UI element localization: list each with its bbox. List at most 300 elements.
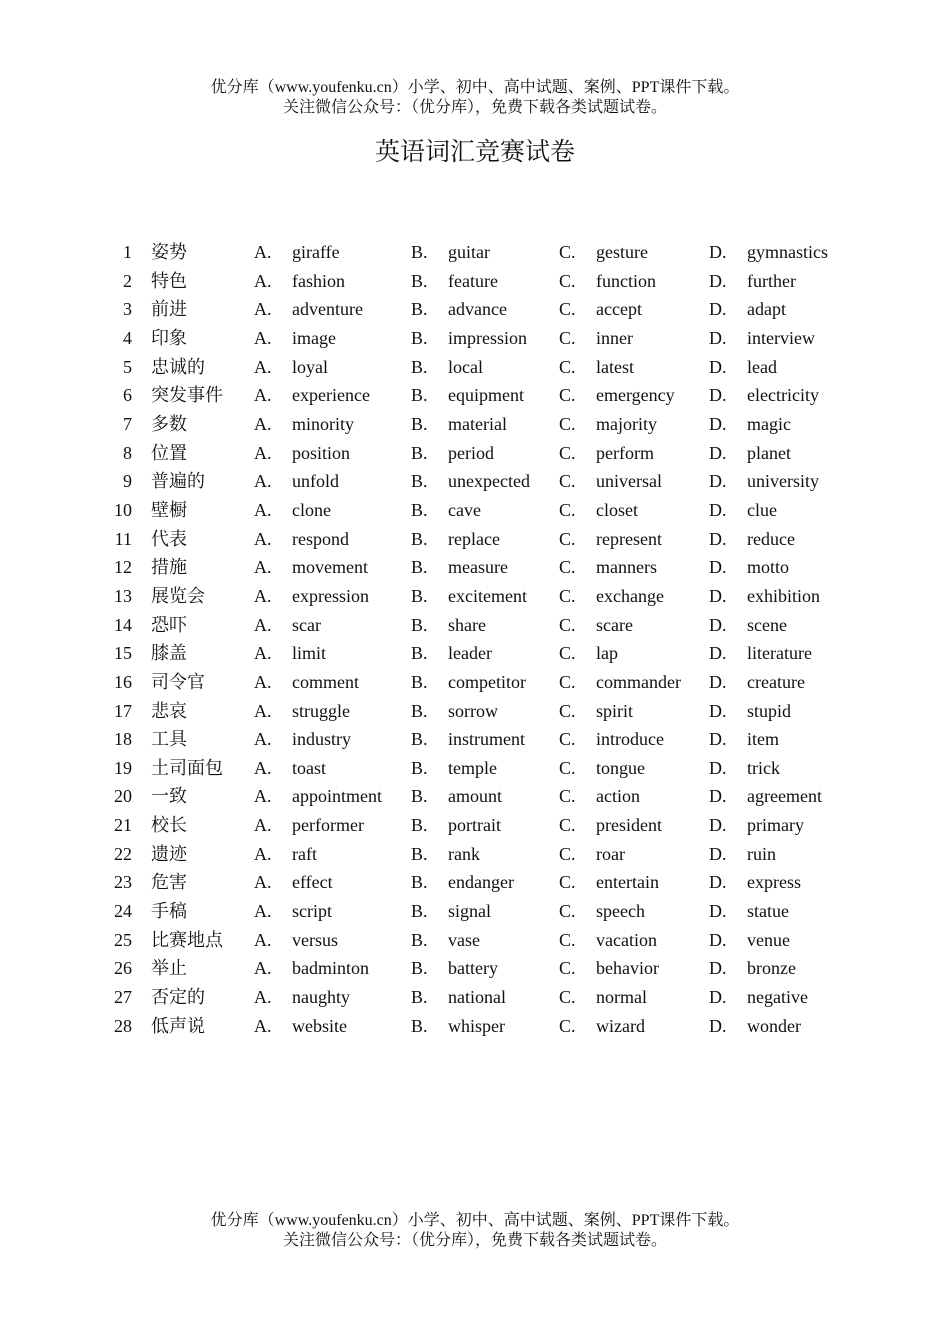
question-row (0, 295, 950, 324)
option-letter-b: B. (411, 242, 428, 262)
option-letter-c: C. (559, 929, 576, 950)
option-letter-c: C. (559, 815, 576, 836)
option-word-c: tongue (596, 757, 645, 778)
option-letter-a: A. (254, 385, 272, 406)
option-letter-a: A. (254, 471, 272, 492)
option-word-c: represent (596, 528, 662, 549)
question-number: 25 (114, 929, 132, 950)
option-letter-d: D. (709, 729, 727, 750)
option-word-b: sorrow (448, 700, 498, 721)
question-list (0, 238, 950, 1040)
option-word-c: gesture (596, 242, 648, 262)
footer-line-2: 关注微信公众号：（优分库），免费下载各类试题试卷。 (282, 1232, 667, 1249)
option-letter-d: D. (709, 671, 727, 692)
option-word-c: inner (596, 327, 633, 348)
option-word-c: action (596, 786, 640, 807)
option-word-a: script (292, 901, 332, 922)
header-line-1: 优分库（www.youfenku.cn）小学、初中、高中试题、案例、PPT课件下载。 (210, 79, 740, 96)
question-number: 3 (123, 299, 132, 320)
option-letter-d: D. (709, 987, 727, 1008)
option-letter-b: B. (411, 1015, 428, 1036)
option-word-a: scar (292, 614, 321, 635)
option-letter-c: C. (559, 843, 576, 864)
question-number: 20 (114, 786, 132, 807)
option-letter-c: C. (559, 987, 576, 1008)
question-chinese-word: 比赛地点 (151, 929, 223, 950)
option-letter-b: B. (411, 585, 428, 606)
option-word-b: instrument (448, 729, 525, 750)
option-letter-c: C. (559, 299, 576, 320)
question-chinese-word: 否定的 (151, 987, 205, 1008)
question-number: 1 (123, 242, 132, 262)
question-number: 23 (114, 872, 132, 893)
question-number: 18 (114, 729, 132, 750)
option-letter-a: A. (254, 356, 272, 377)
option-word-d: agreement (747, 786, 822, 807)
question-row (0, 725, 950, 754)
option-letter-b: B. (411, 987, 428, 1008)
option-letter-d: D. (709, 700, 727, 721)
option-word-d: wonder (747, 1015, 801, 1036)
option-letter-a: A. (254, 299, 272, 320)
option-word-d: reduce (747, 528, 795, 549)
option-word-a: clone (292, 499, 331, 520)
option-word-c: accept (596, 299, 642, 320)
option-word-d: ruin (747, 843, 776, 864)
option-word-a: industry (292, 729, 352, 750)
question-row (0, 868, 950, 897)
option-letter-b: B. (411, 270, 428, 291)
question-number: 24 (114, 901, 132, 922)
option-letter-c: C. (559, 958, 576, 979)
question-row (0, 697, 950, 726)
question-chinese-word: 展览会 (151, 585, 205, 606)
option-word-c: president (596, 815, 662, 836)
option-word-a: badminton (292, 958, 369, 979)
option-letter-b: B. (411, 471, 428, 492)
option-letter-a: A. (254, 585, 272, 606)
option-word-b: unexpected (448, 471, 530, 492)
question-number: 22 (114, 843, 132, 864)
option-word-a: giraffe (292, 242, 340, 262)
question-chinese-word: 姿势 (151, 242, 187, 262)
option-word-b: signal (448, 901, 491, 922)
option-word-c: latest (596, 356, 634, 377)
question-number: 28 (114, 1015, 132, 1036)
option-word-b: national (448, 987, 506, 1008)
option-letter-a: A. (254, 499, 272, 520)
option-letter-d: D. (709, 499, 727, 520)
option-word-b: cave (448, 499, 481, 520)
option-letter-d: D. (709, 1015, 727, 1036)
question-row (0, 582, 950, 611)
option-letter-c: C. (559, 356, 576, 377)
option-word-b: portrait (448, 815, 501, 836)
page-header (0, 78, 950, 118)
option-word-b: material (448, 413, 507, 434)
option-letter-a: A. (254, 929, 272, 950)
question-chinese-word: 代表 (151, 528, 187, 549)
question-number: 8 (123, 442, 132, 463)
option-word-a: struggle (292, 700, 350, 721)
option-letter-b: B. (411, 815, 428, 836)
option-letter-c: C. (559, 700, 576, 721)
option-letter-c: C. (559, 585, 576, 606)
option-word-b: feature (448, 270, 498, 291)
option-letter-d: D. (709, 270, 727, 291)
option-word-b: measure (448, 557, 508, 578)
option-word-b: battery (448, 958, 498, 979)
question-chinese-word: 普遍的 (151, 471, 205, 492)
option-letter-d: D. (709, 929, 727, 950)
question-row (0, 353, 950, 382)
question-row (0, 467, 950, 496)
option-letter-c: C. (559, 671, 576, 692)
option-letter-b: B. (411, 929, 428, 950)
option-word-a: raft (292, 843, 317, 864)
option-letter-c: C. (559, 757, 576, 778)
option-word-a: movement (292, 557, 368, 578)
option-word-d: interview (747, 327, 815, 348)
option-word-a: website (292, 1015, 347, 1036)
question-number: 15 (114, 643, 132, 664)
question-row (0, 324, 950, 353)
option-word-d: motto (747, 557, 790, 578)
option-word-b: whisper (448, 1015, 505, 1036)
option-word-c: function (596, 270, 656, 291)
question-number: 9 (123, 471, 132, 492)
option-word-d: stupid (747, 700, 792, 721)
question-chinese-word: 突发事件 (151, 385, 223, 406)
option-letter-c: C. (559, 242, 576, 262)
option-letter-a: A. (254, 413, 272, 434)
option-letter-c: C. (559, 729, 576, 750)
option-word-d: negative (747, 987, 808, 1008)
option-letter-c: C. (559, 270, 576, 291)
option-letter-b: B. (411, 729, 428, 750)
option-word-c: roar (596, 843, 625, 864)
option-word-b: replace (448, 528, 500, 549)
option-letter-b: B. (411, 356, 428, 377)
question-row (0, 553, 950, 582)
option-word-a: limit (292, 643, 327, 664)
option-word-b: competitor (448, 671, 526, 692)
option-letter-c: C. (559, 557, 576, 578)
option-letter-c: C. (559, 1015, 576, 1036)
option-word-d: magic (747, 413, 791, 434)
option-word-d: creature (747, 671, 805, 692)
option-word-d: item (747, 729, 779, 750)
option-letter-d: D. (709, 958, 727, 979)
option-word-c: scare (596, 614, 633, 635)
option-letter-b: B. (411, 413, 428, 434)
option-word-a: expression (292, 585, 369, 606)
option-letter-b: B. (411, 557, 428, 578)
option-letter-a: A. (254, 872, 272, 893)
option-letter-c: C. (559, 872, 576, 893)
option-word-a: position (292, 442, 351, 463)
option-letter-d: D. (709, 815, 727, 836)
option-letter-c: C. (559, 786, 576, 807)
option-letter-b: B. (411, 843, 428, 864)
option-word-c: closet (596, 499, 638, 520)
footer-line-1: 优分库（www.youfenku.cn）小学、初中、高中试题、案例、PPT课件下载。 (210, 1212, 740, 1229)
question-chinese-word: 悲哀 (151, 700, 187, 721)
header-line-2: 关注微信公众号：（优分库），免费下载各类试题试卷。 (282, 99, 667, 116)
option-word-b: local (448, 356, 483, 377)
question-chinese-word: 校长 (151, 815, 187, 836)
option-letter-a: A. (254, 729, 272, 750)
option-word-d: adapt (747, 299, 786, 320)
option-word-d: lead (747, 356, 777, 377)
option-word-d: primary (747, 815, 804, 836)
option-word-b: rank (448, 843, 480, 864)
option-word-c: entertain (596, 872, 659, 893)
option-letter-a: A. (254, 958, 272, 979)
option-word-d: university (747, 471, 819, 492)
option-word-c: spirit (596, 700, 634, 721)
question-number: 6 (123, 385, 132, 406)
page-footer (0, 1211, 950, 1251)
option-word-a: loyal (292, 356, 328, 377)
option-word-d: scene (747, 614, 787, 635)
option-word-d: statue (747, 901, 789, 922)
question-row (0, 1012, 950, 1041)
question-row (0, 954, 950, 983)
option-word-b: advance (448, 299, 507, 320)
option-letter-d: D. (709, 901, 727, 922)
option-letter-b: B. (411, 700, 428, 721)
question-chinese-word: 多数 (151, 413, 187, 434)
option-letter-a: A. (254, 671, 272, 692)
option-letter-b: B. (411, 528, 428, 549)
question-number: 10 (114, 499, 132, 520)
option-letter-b: B. (411, 299, 428, 320)
option-word-c: lap (596, 643, 618, 664)
question-row (0, 611, 950, 640)
question-number: 5 (123, 356, 132, 377)
option-word-a: versus (292, 929, 338, 950)
option-letter-c: C. (559, 385, 576, 406)
option-letter-b: B. (411, 757, 428, 778)
option-word-a: toast (292, 757, 326, 778)
option-letter-c: C. (559, 528, 576, 549)
option-word-c: universal (596, 471, 662, 492)
option-letter-b: B. (411, 958, 428, 979)
option-word-b: amount (448, 786, 502, 807)
option-word-a: effect (292, 872, 333, 893)
option-letter-b: B. (411, 643, 428, 664)
option-letter-c: C. (559, 471, 576, 492)
option-word-c: perform (596, 442, 654, 463)
question-number: 17 (114, 700, 132, 721)
option-word-c: speech (596, 901, 645, 922)
question-number: 7 (123, 413, 132, 434)
question-chinese-word: 土司面包 (151, 757, 223, 778)
option-letter-a: A. (254, 643, 272, 664)
option-letter-a: A. (254, 1015, 272, 1036)
option-word-d: venue (747, 929, 790, 950)
option-letter-d: D. (709, 786, 727, 807)
option-letter-b: B. (411, 671, 428, 692)
question-row (0, 840, 950, 869)
option-letter-d: D. (709, 843, 727, 864)
page-title: 英语词汇竞赛试卷 (374, 139, 575, 166)
option-letter-d: D. (709, 385, 727, 406)
option-word-c: vacation (596, 929, 657, 950)
option-word-b: excitement (448, 585, 527, 606)
option-word-a: experience (292, 385, 370, 406)
option-word-c: exchange (596, 585, 664, 606)
question-chinese-word: 低声说 (151, 1015, 205, 1036)
option-letter-b: B. (411, 499, 428, 520)
option-word-b: leader (448, 643, 492, 664)
option-word-d: gymnastics (747, 242, 828, 262)
option-word-d: bronze (747, 958, 796, 979)
question-row (0, 811, 950, 840)
question-chinese-word: 位置 (151, 442, 187, 463)
option-word-c: introduce (596, 729, 664, 750)
question-chinese-word: 司令官 (151, 671, 205, 692)
option-word-d: planet (747, 442, 791, 463)
option-word-b: equipment (448, 385, 524, 406)
option-letter-a: A. (254, 557, 272, 578)
option-word-a: adventure (292, 299, 363, 320)
option-word-c: wizard (596, 1015, 645, 1036)
question-number: 13 (114, 585, 132, 606)
option-letter-d: D. (709, 299, 727, 320)
option-word-a: comment (292, 671, 359, 692)
question-row (0, 639, 950, 668)
option-letter-b: B. (411, 872, 428, 893)
option-word-a: minority (292, 413, 354, 434)
option-letter-a: A. (254, 700, 272, 721)
option-word-d: further (747, 270, 796, 291)
option-letter-d: D. (709, 614, 727, 635)
question-chinese-word: 举止 (151, 958, 187, 979)
question-number: 14 (114, 614, 132, 635)
question-chinese-word: 印象 (151, 327, 187, 348)
option-word-b: period (448, 442, 494, 463)
question-number: 4 (123, 327, 132, 348)
option-letter-a: A. (254, 528, 272, 549)
question-number: 27 (114, 987, 132, 1008)
question-row (0, 983, 950, 1012)
option-letter-d: D. (709, 643, 727, 664)
question-row (0, 267, 950, 296)
option-letter-b: B. (411, 901, 428, 922)
question-chinese-word: 措施 (151, 557, 187, 578)
option-letter-d: D. (709, 356, 727, 377)
option-letter-a: A. (254, 815, 272, 836)
question-row (0, 668, 950, 697)
option-letter-d: D. (709, 442, 727, 463)
question-row (0, 496, 950, 525)
option-letter-b: B. (411, 786, 428, 807)
question-row (0, 381, 950, 410)
question-number: 16 (114, 671, 132, 692)
question-number: 2 (123, 270, 132, 291)
option-letter-c: C. (559, 442, 576, 463)
option-letter-d: D. (709, 242, 727, 262)
option-letter-a: A. (254, 614, 272, 635)
option-letter-c: C. (559, 901, 576, 922)
option-word-c: emergency (596, 385, 675, 406)
option-word-d: trick (747, 757, 780, 778)
option-letter-d: D. (709, 528, 727, 549)
option-word-a: respond (292, 528, 349, 549)
option-letter-d: D. (709, 471, 727, 492)
option-letter-d: D. (709, 757, 727, 778)
question-row (0, 897, 950, 926)
option-word-b: guitar (448, 242, 490, 262)
question-chinese-word: 手稿 (151, 901, 187, 922)
option-letter-b: B. (411, 385, 428, 406)
option-word-c: commander (596, 671, 681, 692)
question-row (0, 754, 950, 783)
option-letter-a: A. (254, 757, 272, 778)
option-letter-a: A. (254, 843, 272, 864)
option-word-c: majority (596, 413, 657, 434)
option-word-b: share (448, 614, 486, 635)
question-row (0, 782, 950, 811)
question-chinese-word: 工具 (151, 729, 187, 750)
option-letter-c: C. (559, 327, 576, 348)
question-row (0, 439, 950, 468)
option-letter-d: D. (709, 585, 727, 606)
question-row (0, 926, 950, 955)
option-word-d: clue (747, 499, 777, 520)
question-number: 21 (114, 815, 132, 836)
question-chinese-word: 危害 (151, 872, 187, 893)
question-chinese-word: 一致 (151, 786, 187, 807)
option-letter-d: D. (709, 413, 727, 434)
option-word-d: exhibition (747, 585, 820, 606)
question-chinese-word: 恐吓 (151, 614, 187, 635)
option-word-b: impression (448, 327, 527, 348)
option-word-c: manners (596, 557, 657, 578)
option-word-b: vase (448, 929, 480, 950)
option-word-d: electricity (747, 385, 819, 406)
question-number: 12 (114, 557, 132, 578)
option-letter-c: C. (559, 413, 576, 434)
option-letter-d: D. (709, 327, 727, 348)
question-chinese-word: 膝盖 (151, 643, 187, 664)
option-word-a: image (292, 327, 336, 348)
question-chinese-word: 壁橱 (151, 499, 187, 520)
option-letter-a: A. (254, 901, 272, 922)
option-word-a: unfold (292, 471, 339, 492)
option-word-d: express (747, 872, 801, 893)
question-row (0, 410, 950, 439)
option-letter-a: A. (254, 327, 272, 348)
option-word-a: performer (292, 815, 364, 836)
question-number: 11 (114, 528, 132, 549)
option-word-c: behavior (596, 958, 659, 979)
option-letter-c: C. (559, 614, 576, 635)
option-letter-d: D. (709, 557, 727, 578)
option-letter-a: A. (254, 270, 272, 291)
question-chinese-word: 前进 (151, 299, 187, 320)
question-chinese-word: 忠诚的 (151, 356, 205, 377)
option-letter-d: D. (709, 872, 727, 893)
option-word-c: normal (596, 987, 647, 1008)
option-letter-b: B. (411, 327, 428, 348)
question-row (0, 525, 950, 554)
option-letter-b: B. (411, 614, 428, 635)
option-word-b: temple (448, 757, 497, 778)
option-letter-a: A. (254, 242, 272, 262)
